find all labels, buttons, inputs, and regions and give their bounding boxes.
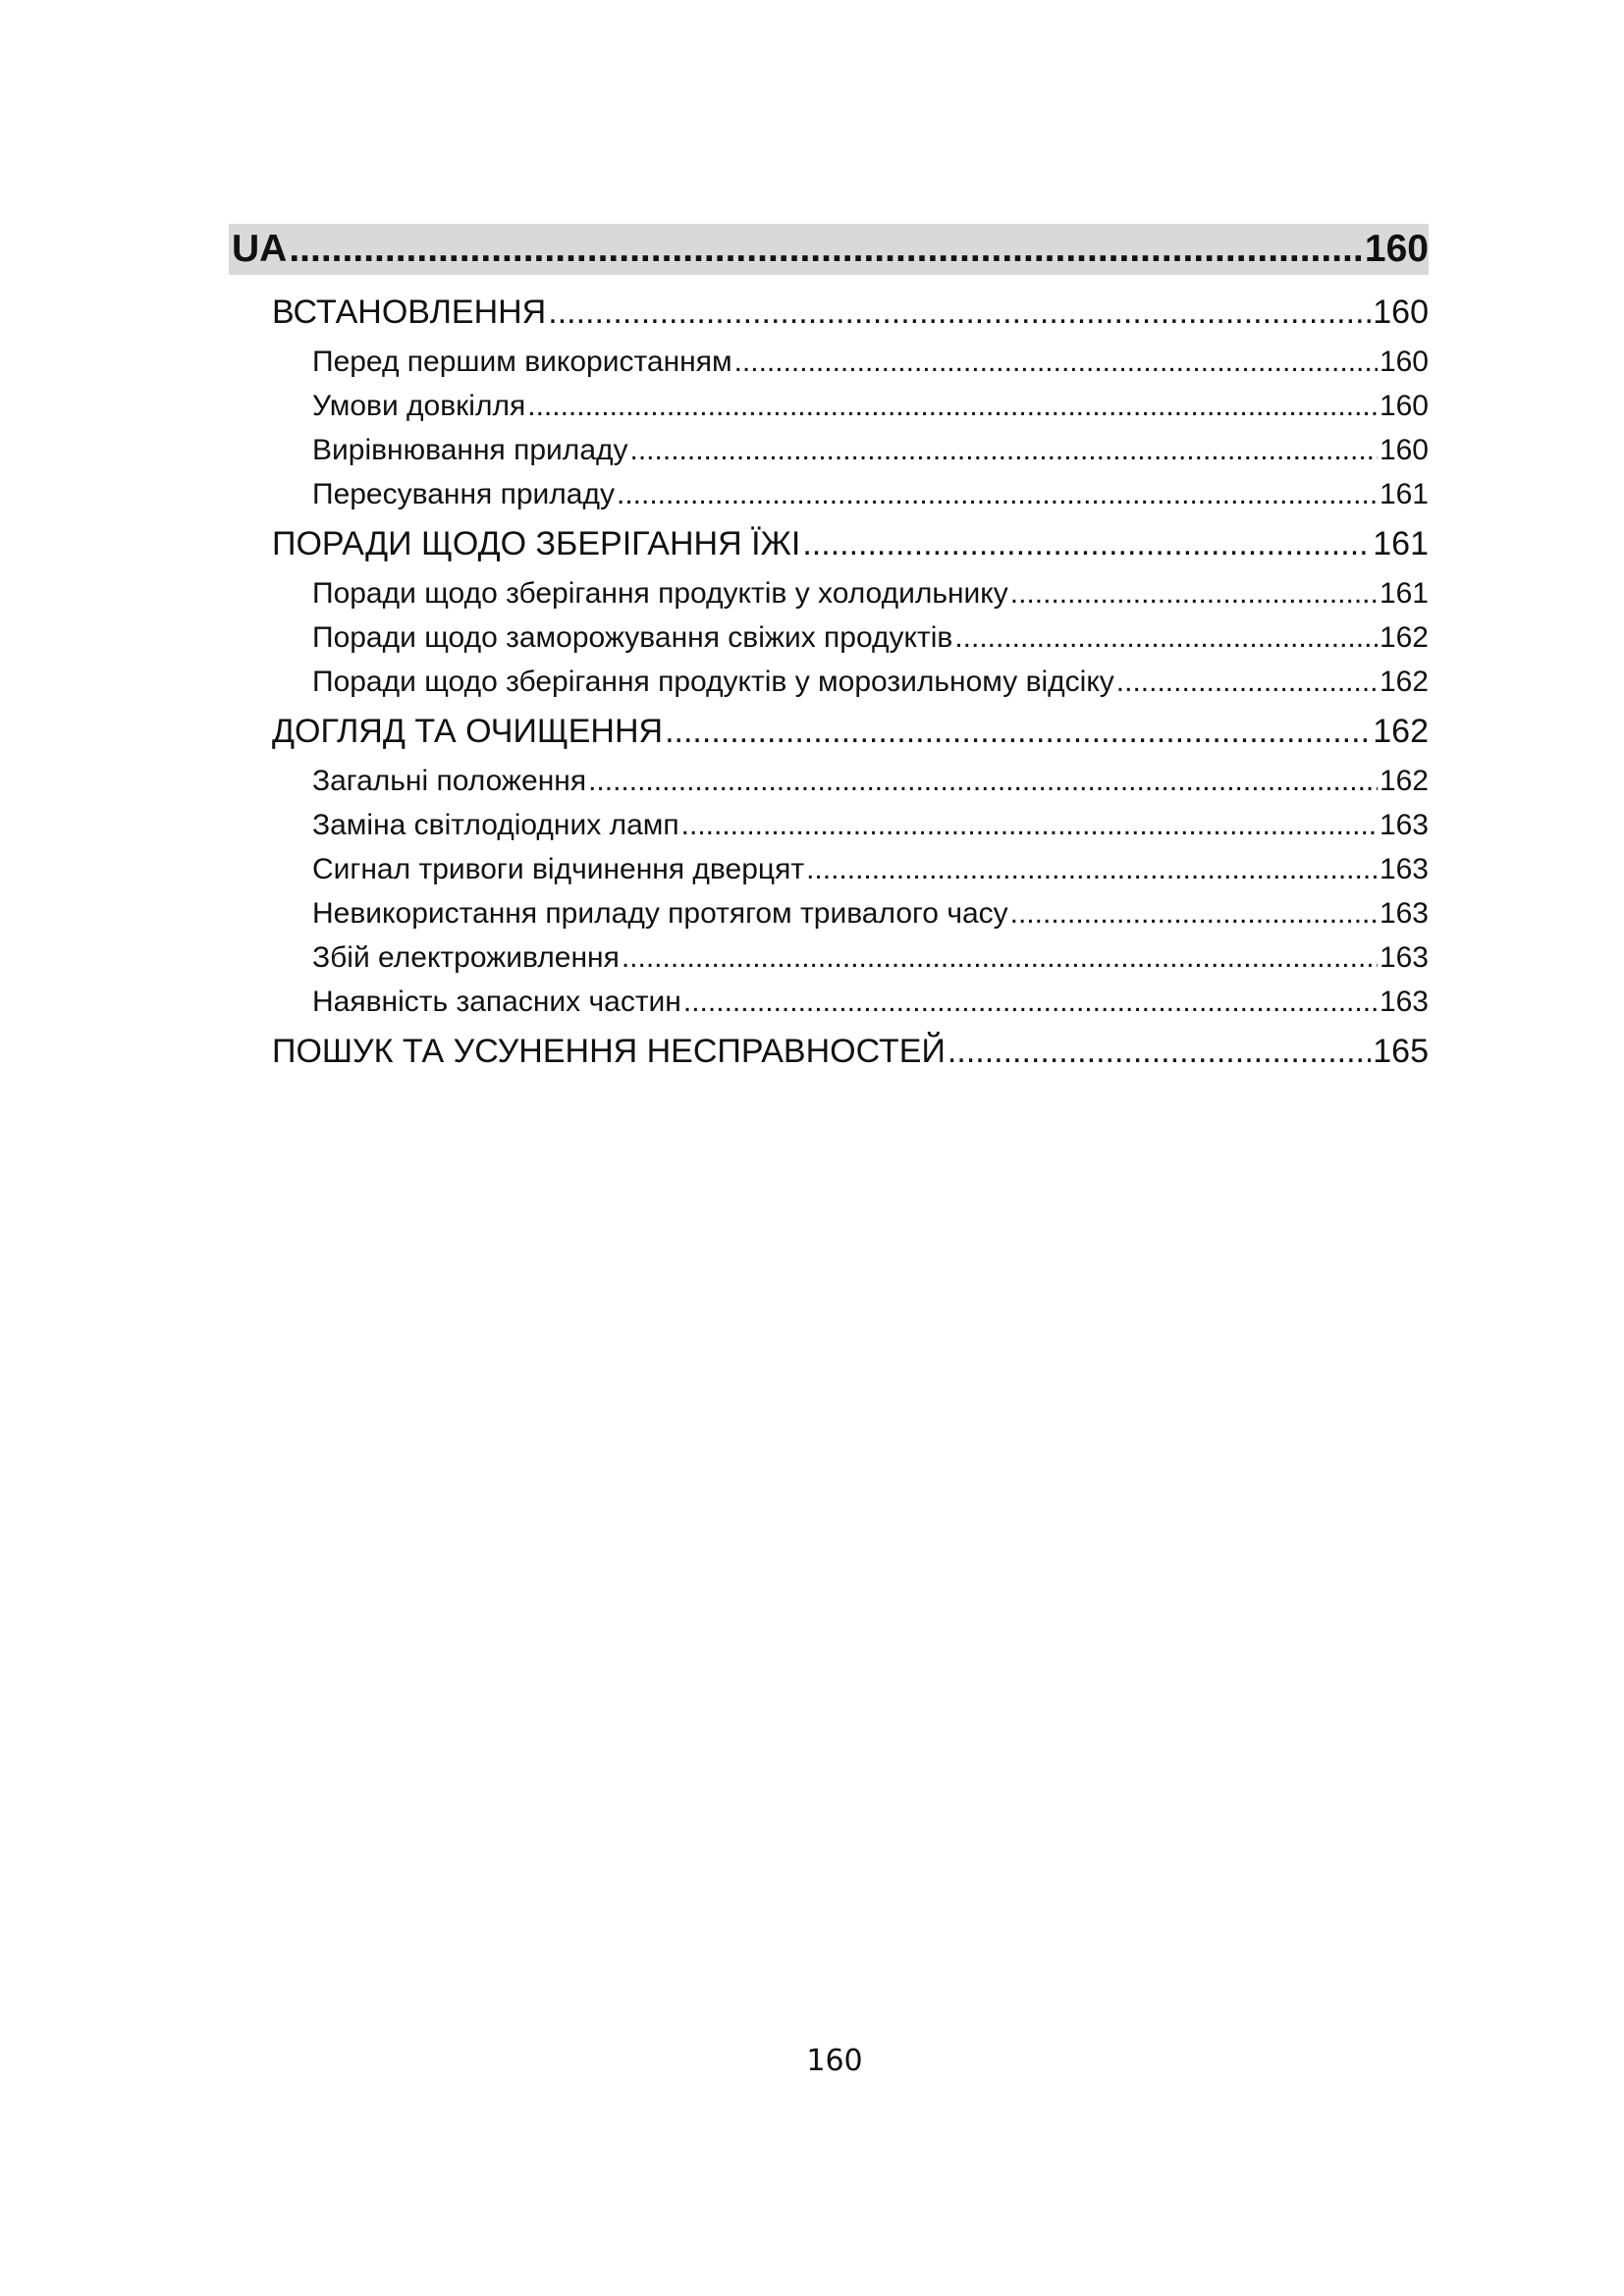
toc-section[interactable] bbox=[229, 891, 1429, 935]
dot-leader bbox=[548, 285, 1371, 340]
dot-leader bbox=[622, 935, 1378, 980]
dot-leader bbox=[802, 516, 1371, 571]
toc-chapter[interactable] bbox=[229, 704, 1429, 759]
toc-section[interactable] bbox=[229, 803, 1429, 847]
toc-section[interactable] bbox=[229, 571, 1429, 615]
dot-leader bbox=[806, 847, 1378, 891]
toc-chapter-title: ВСТАНОВЛЕННЯ bbox=[272, 294, 547, 331]
toc-language-page: 160 bbox=[1364, 228, 1429, 270]
toc-section-page: 163 bbox=[1379, 809, 1429, 841]
toc-section-title: Вирівнювання приладу bbox=[312, 434, 628, 466]
toc-section-title: Збій електроживлення bbox=[312, 941, 620, 974]
dot-leader bbox=[289, 224, 1363, 275]
dot-leader bbox=[630, 428, 1378, 472]
toc-section-page: 161 bbox=[1379, 577, 1429, 610]
toc-chapter-page: 161 bbox=[1373, 525, 1429, 562]
dot-leader bbox=[947, 1024, 1371, 1079]
toc-chapter-page: 160 bbox=[1373, 294, 1429, 331]
toc-section-title: Загальні положення bbox=[312, 765, 587, 797]
toc-section[interactable] bbox=[229, 847, 1429, 891]
dot-leader bbox=[1116, 660, 1378, 704]
toc-section[interactable] bbox=[229, 615, 1429, 660]
toc-section-page: 163 bbox=[1379, 897, 1429, 930]
toc-section[interactable] bbox=[229, 660, 1429, 704]
toc-section[interactable] bbox=[229, 935, 1429, 980]
toc-section-page: 162 bbox=[1379, 765, 1429, 797]
toc-section[interactable] bbox=[229, 340, 1429, 384]
dot-leader bbox=[1010, 891, 1378, 935]
toc-section[interactable] bbox=[229, 759, 1429, 803]
toc-language-label: UA bbox=[232, 228, 288, 270]
dot-leader bbox=[527, 384, 1378, 428]
toc-chapter-title: ПОРАДИ ЩОДО ЗБЕРІГАННЯ ЇЖІ bbox=[272, 525, 801, 562]
page-number: 160 bbox=[806, 2044, 863, 2078]
toc-section-title: Сигнал тривоги відчинення дверцят bbox=[312, 853, 805, 885]
toc-section[interactable] bbox=[229, 428, 1429, 472]
toc-section-title: Поради щодо зберігання продуктів у холодильнику bbox=[312, 577, 1008, 610]
dot-leader bbox=[588, 759, 1378, 803]
toc-section-page: 161 bbox=[1379, 478, 1429, 510]
toc-language-heading[interactable] bbox=[229, 224, 1429, 275]
toc-chapter[interactable] bbox=[229, 285, 1429, 340]
toc-section-page: 160 bbox=[1379, 346, 1429, 378]
toc-chapter-page: 165 bbox=[1373, 1033, 1429, 1070]
toc-section-page: 160 bbox=[1379, 434, 1429, 466]
toc-section-title: Поради щодо заморожування свіжих продуктів bbox=[312, 621, 953, 654]
toc-section-title: Невикористання приладу протягом тривалого часу bbox=[312, 897, 1008, 930]
toc-section-page: 163 bbox=[1379, 941, 1429, 974]
dot-leader bbox=[681, 803, 1378, 847]
toc-section-title: Пересування приладу bbox=[312, 478, 615, 510]
toc-chapter-page: 162 bbox=[1373, 713, 1429, 750]
toc-chapter-title: ПОШУК ТА УСУНЕННЯ НЕСПРАВНОСТЕЙ bbox=[272, 1033, 946, 1070]
toc-chapter[interactable] bbox=[229, 516, 1429, 571]
toc-section-page: 163 bbox=[1379, 986, 1429, 1018]
dot-leader bbox=[1010, 571, 1378, 615]
toc-chapter-title: ДОГЛЯД ТА ОЧИЩЕННЯ bbox=[272, 713, 664, 750]
dot-leader bbox=[683, 980, 1378, 1024]
dot-leader bbox=[954, 615, 1378, 660]
toc-section-title: Заміна світлодіодних ламп bbox=[312, 809, 679, 841]
toc-section[interactable] bbox=[229, 980, 1429, 1024]
toc-section-page: 163 bbox=[1379, 853, 1429, 885]
toc-section-page: 162 bbox=[1379, 621, 1429, 654]
toc-section[interactable] bbox=[229, 472, 1429, 516]
dot-leader bbox=[665, 704, 1371, 759]
dot-leader bbox=[734, 340, 1378, 384]
toc-chapter[interactable] bbox=[229, 1024, 1429, 1079]
toc-section-title: Перед першим використанням bbox=[312, 346, 732, 378]
toc-section-page: 162 bbox=[1379, 666, 1429, 698]
toc-section-title: Умови довкілля bbox=[312, 390, 526, 422]
table-of-contents bbox=[229, 224, 1429, 1079]
toc-section[interactable] bbox=[229, 384, 1429, 428]
toc-section-page: 160 bbox=[1379, 390, 1429, 422]
toc-section-title: Наявність запасних частин bbox=[312, 986, 681, 1018]
dot-leader bbox=[617, 472, 1378, 516]
toc-section-title: Поради щодо зберігання продуктів у морозильному відсіку bbox=[312, 666, 1114, 698]
